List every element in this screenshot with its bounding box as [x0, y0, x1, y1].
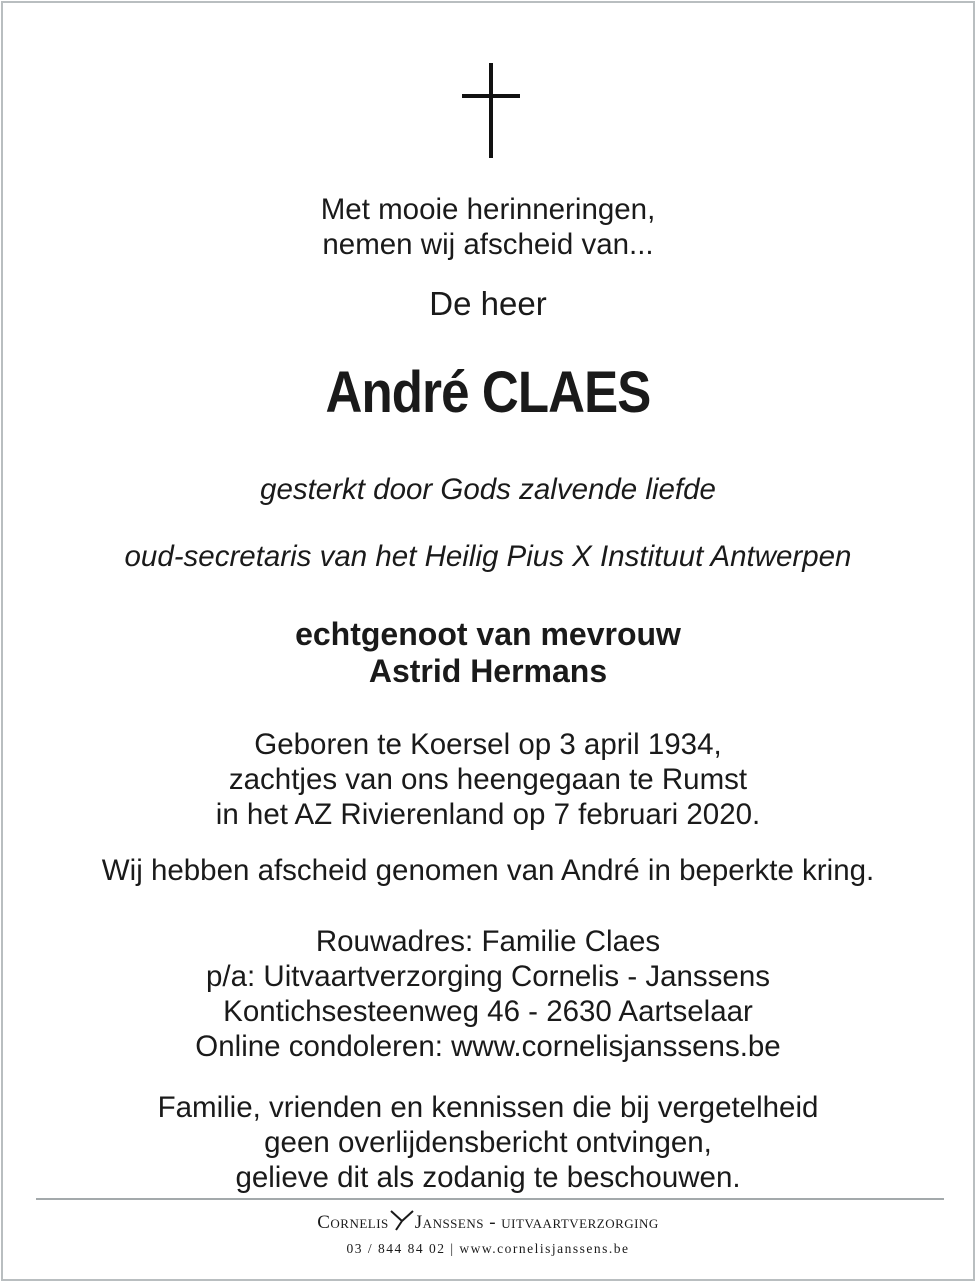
- spouse-text: [0, 616, 976, 690]
- birth-death-line: zachtjes van ons heengegaan te Rumst: [228, 763, 748, 796]
- logo-text-left: Cornelis: [317, 1212, 389, 1233]
- blessing-text: gesterkt door Gods zalvende liefde: [260, 473, 716, 506]
- notice-line: Familie, vrienden en kennissen die bij vergetelheid: [157, 1091, 819, 1124]
- address-text: [0, 924, 976, 1064]
- intro-line: Met mooie herinneringen,: [320, 193, 656, 226]
- address-line: Rouwadres: Familie Claes: [315, 925, 661, 958]
- deceased-name: André CLAES: [325, 360, 651, 425]
- birth-death-line: in het AZ Rivierenland op 7 februari 2020.: [215, 798, 761, 831]
- funeral-home-logo: [0, 1208, 976, 1238]
- address-line: Online condoleren: www.cornelisjanssens.be: [195, 1030, 781, 1063]
- role-text: oud-secretaris van het Heilig Pius X Instituut Antwerpen: [124, 540, 852, 573]
- spouse-line: Astrid Hermans: [368, 653, 608, 689]
- footer-divider: [36, 1198, 944, 1200]
- funeral-home-contact: 03 / 844 84 02 | www.cornelisjanssens.be: [346, 1241, 630, 1256]
- notice-line: geen overlijdensbericht ontvingen,: [264, 1126, 712, 1159]
- logo-text-right: Janssens - uitvaartverzorging: [414, 1212, 659, 1233]
- cross-icon: [462, 63, 520, 158]
- honorific: De heer: [429, 285, 547, 322]
- address-line: p/a: Uitvaartverzorging Cornelis - Janssens: [205, 960, 770, 993]
- spouse-line: echtgenoot van mevrouw: [295, 616, 681, 652]
- farewell-text: Wij hebben afscheid genomen van André in beperkte kring.: [101, 854, 875, 887]
- ribbon-logo-icon: [389, 1209, 415, 1231]
- intro-text: [0, 192, 976, 262]
- notice-text: [0, 1090, 976, 1195]
- notice-line: gelieve dit als zodanig te beschouwen.: [235, 1161, 741, 1194]
- address-line: Kontichsesteenweg 46 - 2630 Aartselaar: [223, 995, 753, 1028]
- birth-death-line: Geboren te Koersel op 3 april 1934,: [254, 728, 722, 761]
- birth-death-text: [0, 727, 976, 832]
- intro-line: nemen wij afscheid van...: [322, 228, 654, 261]
